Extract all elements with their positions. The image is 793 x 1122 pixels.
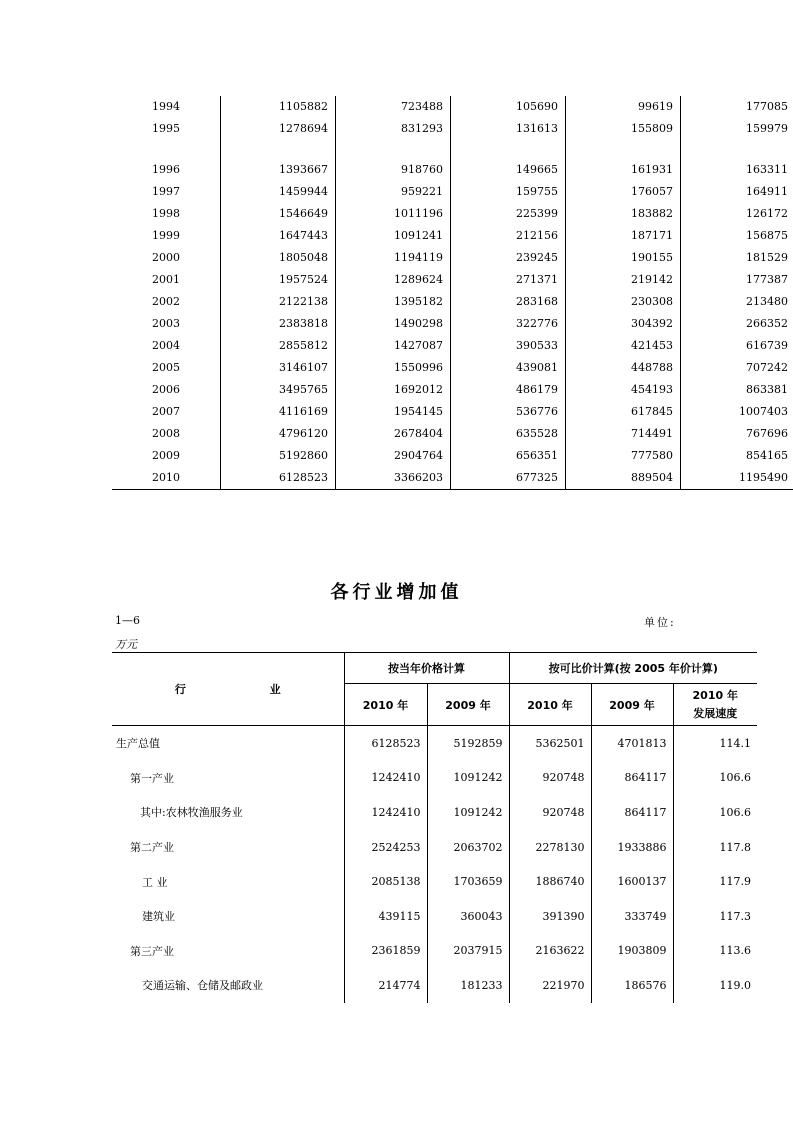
value-cell: 159755 <box>451 181 566 203</box>
value-cell: 105690 <box>451 96 566 118</box>
value-cell: 161931 <box>566 159 681 181</box>
growth-rate-cell: 117.8 <box>673 830 757 865</box>
table-row <box>112 934 757 969</box>
value-cell: 616739 <box>681 335 793 357</box>
value-cell: 1007403 <box>681 401 793 423</box>
year-cell: 2007 <box>152 405 180 418</box>
section-title: 各行业增加值 <box>330 582 463 603</box>
value-cell: 1091242 <box>427 761 509 796</box>
table-row <box>112 96 793 118</box>
value-cell: 448788 <box>566 357 681 379</box>
value-cell: 2678404 <box>336 423 451 445</box>
value-cell: 177085 <box>681 96 793 118</box>
value-cell: 1289624 <box>336 269 451 291</box>
value-cell: 2278130 <box>509 830 591 865</box>
value-cell: 181233 <box>427 968 509 1003</box>
value-cell: 1091241 <box>336 225 451 247</box>
table-row <box>112 291 793 313</box>
value-cell: 271371 <box>451 269 566 291</box>
year-cell: 2004 <box>152 339 180 352</box>
value-cell: 864117 <box>591 795 673 830</box>
value-cell: 677325 <box>451 467 566 490</box>
value-cell: 1546649 <box>221 203 336 225</box>
table-spacer-row <box>112 140 793 159</box>
value-cell: 3495765 <box>221 379 336 401</box>
value-cell: 304392 <box>566 313 681 335</box>
value-cell: 1011196 <box>336 203 451 225</box>
table-row <box>112 445 793 467</box>
value-cell: 181529 <box>681 247 793 269</box>
growth-rate-cell: 119.0 <box>673 968 757 1003</box>
value-cell: 6128523 <box>344 726 427 761</box>
value-cell: 1903809 <box>591 934 673 969</box>
industry-name-cell: 工 业 <box>142 875 168 889</box>
growth-rate-cell: 113.6 <box>673 934 757 969</box>
year-cell: 1998 <box>152 207 180 220</box>
year-cell: 2010 <box>112 467 221 490</box>
current-price-group-header: 按当年价格计算 <box>344 653 509 684</box>
value-cell: 4796120 <box>221 423 336 445</box>
year-cell: 1996 <box>152 163 180 176</box>
value-cell: 1805048 <box>221 247 336 269</box>
growth-rate-cell: 117.9 <box>673 864 757 899</box>
value-cell: 617845 <box>566 401 681 423</box>
value-cell: 5362501 <box>509 726 591 761</box>
value-cell: 1194119 <box>336 247 451 269</box>
table-row <box>112 357 793 379</box>
value-cell: 322776 <box>451 313 566 335</box>
value-cell: 131613 <box>451 118 566 140</box>
historical-data-table <box>112 96 793 490</box>
year-cell: 1995 <box>152 122 180 135</box>
year-cell: 2006 <box>152 383 180 396</box>
value-cell: 920748 <box>509 761 591 796</box>
table-row <box>112 401 793 423</box>
value-cell: 2855812 <box>221 335 336 357</box>
value-cell: 2904764 <box>336 445 451 467</box>
table-row <box>112 225 793 247</box>
value-cell: 959221 <box>336 181 451 203</box>
value-cell: 656351 <box>451 445 566 467</box>
value-cell: 4116169 <box>221 401 336 423</box>
value-cell: 1395182 <box>336 291 451 313</box>
value-cell: 1195490 <box>681 467 793 490</box>
value-cell: 225399 <box>451 203 566 225</box>
unit-value: 万元 <box>115 638 137 651</box>
table-row <box>112 269 793 291</box>
value-cell: 889504 <box>566 467 681 490</box>
growth-rate-cell: 106.6 <box>673 795 757 830</box>
industry-name-cell: 生产总值 <box>116 737 160 751</box>
value-cell: 1242410 <box>344 761 427 796</box>
value-cell: 1393667 <box>221 159 336 181</box>
value-cell: 99619 <box>566 96 681 118</box>
year-cell: 2005 <box>152 361 180 374</box>
value-cell: 176057 <box>566 181 681 203</box>
value-cell: 214774 <box>344 968 427 1003</box>
value-cell: 777580 <box>566 445 681 467</box>
value-cell: 5192860 <box>221 445 336 467</box>
comparable-price-group-header: 按可比价计算(按 2005 年价计算) <box>509 653 757 684</box>
value-cell: 149665 <box>451 159 566 181</box>
year-cell: 1994 <box>152 100 180 113</box>
value-cell: 2037915 <box>427 934 509 969</box>
value-cell: 864117 <box>591 761 673 796</box>
table-row <box>112 726 757 761</box>
value-cell: 767696 <box>681 423 793 445</box>
value-cell: 164911 <box>681 181 793 203</box>
value-cell: 1954145 <box>336 401 451 423</box>
value-cell: 1933886 <box>591 830 673 865</box>
value-cell: 2383818 <box>221 313 336 335</box>
growth-rate-cell: 106.6 <box>673 761 757 796</box>
value-cell: 1459944 <box>221 181 336 203</box>
value-cell: 126172 <box>681 203 793 225</box>
value-cell: 1550996 <box>336 357 451 379</box>
table-row <box>112 830 757 865</box>
industry-value-added-table <box>112 652 757 1003</box>
value-cell: 2122138 <box>221 291 336 313</box>
table-row <box>112 968 757 1003</box>
table-row <box>112 118 793 140</box>
industry-name-cell: 第二产业 <box>130 841 174 855</box>
growth-header-year: 2010 年 <box>692 688 738 702</box>
value-cell: 1647443 <box>221 225 336 247</box>
value-cell: 707242 <box>681 357 793 379</box>
year-cell: 2003 <box>152 317 180 330</box>
value-cell: 1692012 <box>336 379 451 401</box>
value-cell: 2085138 <box>344 864 427 899</box>
value-cell: 439081 <box>451 357 566 379</box>
table-row <box>112 313 793 335</box>
value-cell: 1490298 <box>336 313 451 335</box>
industry-name-cell: 交通运输、仓储及邮政业 <box>142 979 263 993</box>
table-row <box>112 795 757 830</box>
value-cell: 1886740 <box>509 864 591 899</box>
value-cell: 391390 <box>509 899 591 934</box>
year-cell: 2008 <box>152 427 180 440</box>
value-cell: 1242410 <box>344 795 427 830</box>
value-cell: 536776 <box>451 401 566 423</box>
value-cell: 163311 <box>681 159 793 181</box>
comparable-2010-header: 2010 年 <box>509 684 591 726</box>
value-cell: 1091242 <box>427 795 509 830</box>
value-cell: 1600137 <box>591 864 673 899</box>
value-cell: 156875 <box>681 225 793 247</box>
value-cell: 219142 <box>566 269 681 291</box>
value-cell: 239245 <box>451 247 566 269</box>
current-2010-header: 2010 年 <box>344 684 427 726</box>
year-cell: 2001 <box>152 273 180 286</box>
value-cell: 187171 <box>566 225 681 247</box>
table-code: 1—6 <box>115 614 140 627</box>
value-cell: 1957524 <box>221 269 336 291</box>
comparable-2009-header: 2009 年 <box>591 684 673 726</box>
value-cell: 723488 <box>336 96 451 118</box>
value-cell: 183882 <box>566 203 681 225</box>
value-cell: 283168 <box>451 291 566 313</box>
year-cell: 1997 <box>152 185 180 198</box>
value-cell: 6128523 <box>221 467 336 490</box>
value-cell: 2361859 <box>344 934 427 969</box>
value-cell: 863381 <box>681 379 793 401</box>
value-cell: 266352 <box>681 313 793 335</box>
value-cell: 333749 <box>591 899 673 934</box>
value-cell: 159979 <box>681 118 793 140</box>
value-cell: 1278694 <box>221 118 336 140</box>
value-cell: 2524253 <box>344 830 427 865</box>
value-cell: 186576 <box>591 968 673 1003</box>
table-row <box>112 467 793 490</box>
value-cell: 918760 <box>336 159 451 181</box>
growth-rate-cell: 114.1 <box>673 726 757 761</box>
value-cell: 1105882 <box>221 96 336 118</box>
table-row <box>112 247 793 269</box>
table-row <box>112 864 757 899</box>
value-cell: 439115 <box>344 899 427 934</box>
industry-name-cell: 建筑业 <box>142 910 175 924</box>
growth-header-label: 发展速度 <box>693 706 738 720</box>
industry-name-cell: 其中:农林牧渔服务业 <box>140 806 243 820</box>
value-cell: 5192859 <box>427 726 509 761</box>
industry-name-cell: 第一产业 <box>130 771 174 785</box>
value-cell: 831293 <box>336 118 451 140</box>
unit-label: 单位: <box>644 616 676 629</box>
value-cell: 854165 <box>681 445 793 467</box>
value-cell: 635528 <box>451 423 566 445</box>
value-cell: 230308 <box>566 291 681 313</box>
growth-rate-cell: 117.3 <box>673 899 757 934</box>
value-cell: 3146107 <box>221 357 336 379</box>
value-cell: 213480 <box>681 291 793 313</box>
value-cell: 1427087 <box>336 335 451 357</box>
value-cell: 4701813 <box>591 726 673 761</box>
value-cell: 421453 <box>566 335 681 357</box>
value-cell: 454193 <box>566 379 681 401</box>
current-2009-header: 2009 年 <box>427 684 509 726</box>
value-cell: 177387 <box>681 269 793 291</box>
value-cell: 920748 <box>509 795 591 830</box>
table-row <box>112 899 757 934</box>
table-row <box>112 159 793 181</box>
value-cell: 1703659 <box>427 864 509 899</box>
value-cell: 212156 <box>451 225 566 247</box>
value-cell: 2063702 <box>427 830 509 865</box>
growth-rate-header <box>673 684 757 726</box>
year-cell: 1999 <box>152 229 180 242</box>
value-cell: 190155 <box>566 247 681 269</box>
value-cell: 3366203 <box>336 467 451 490</box>
industry-name-cell: 第三产业 <box>130 944 174 958</box>
value-cell: 486179 <box>451 379 566 401</box>
industry-column-header: 行 业 <box>112 653 344 726</box>
table-row <box>112 181 793 203</box>
value-cell: 360043 <box>427 899 509 934</box>
table-row <box>112 203 793 225</box>
table-row <box>112 379 793 401</box>
table-row <box>112 335 793 357</box>
value-cell: 714491 <box>566 423 681 445</box>
value-cell: 221970 <box>509 968 591 1003</box>
year-cell: 2000 <box>152 251 180 264</box>
value-cell: 390533 <box>451 335 566 357</box>
table-row <box>112 423 793 445</box>
value-cell: 2163622 <box>509 934 591 969</box>
value-cell: 155809 <box>566 118 681 140</box>
year-cell: 2009 <box>152 449 180 462</box>
year-cell: 2002 <box>152 295 180 308</box>
table-row <box>112 761 757 796</box>
